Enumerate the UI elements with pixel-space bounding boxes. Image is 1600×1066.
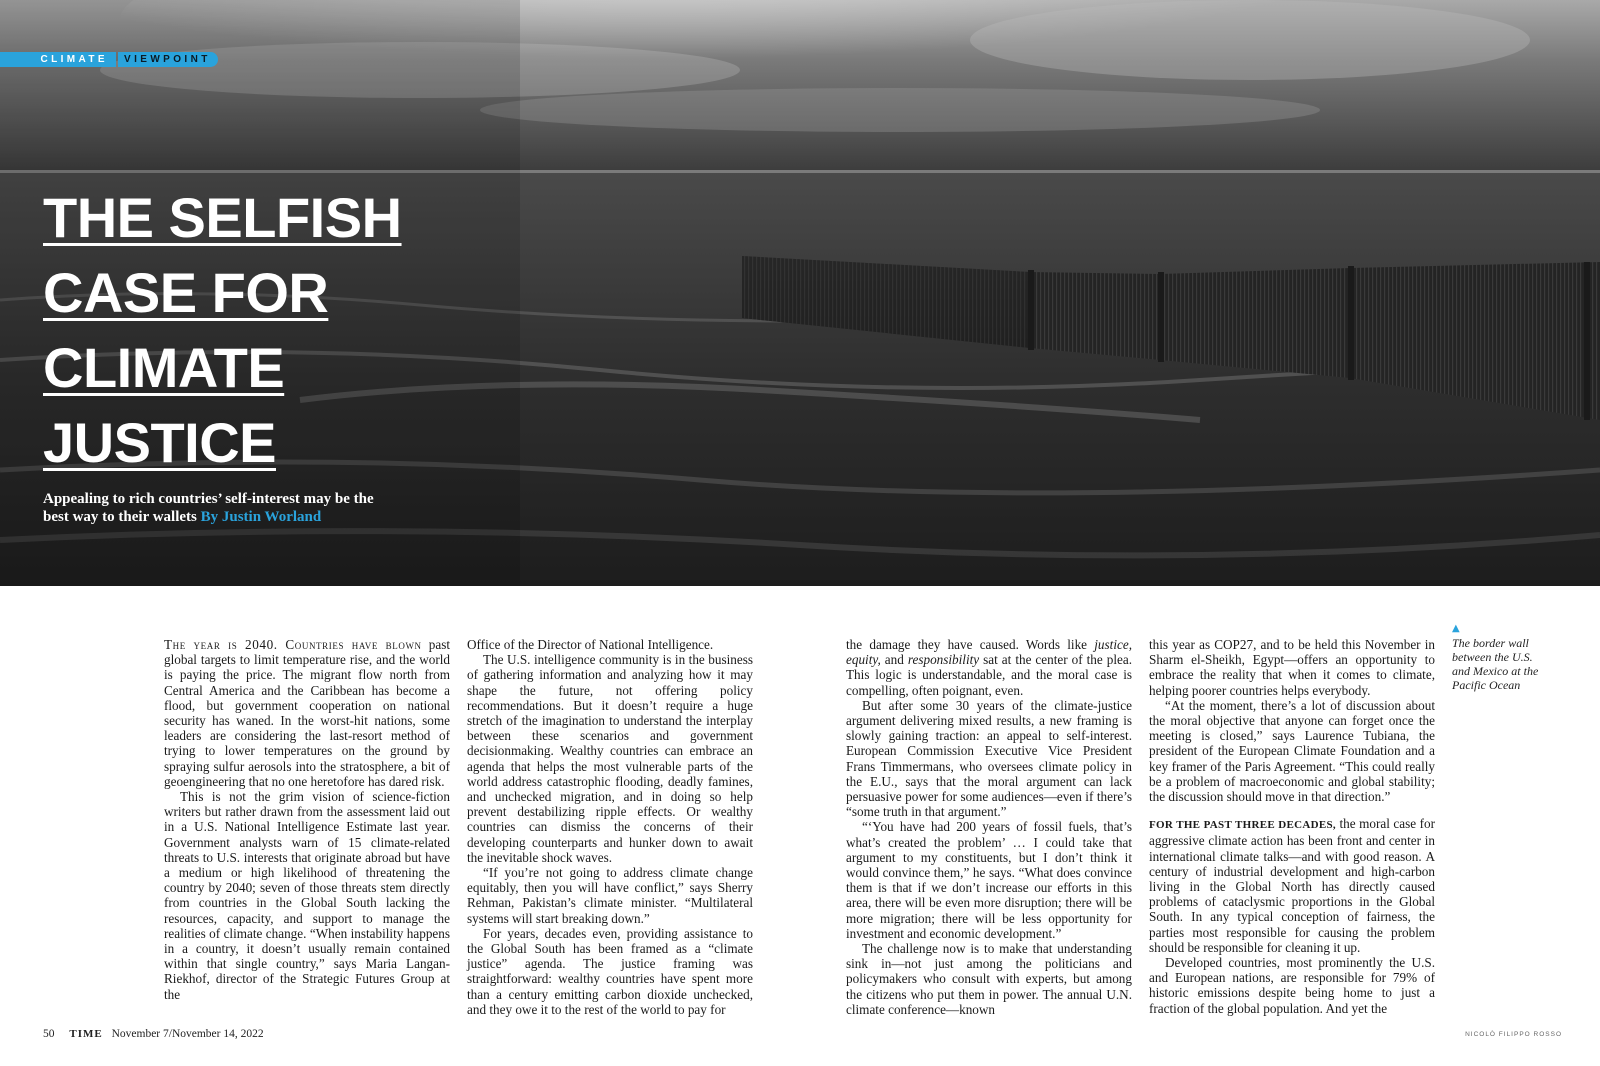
- paragraph: “At the moment, there’s a lot of discussion about the moral objective that anyone can forget once the meeting is closed,” says Laurence Tubiana, the president of the European Climate Foundation and a key framer of the Paris Agreement. “This could really be a problem of macroeconomic and global stability; the discussion should move in that direction.”: [1149, 697, 1435, 805]
- paragraph: [164, 637, 450, 789]
- paragraph: For years, decades even, providing assistance to the Global South has been framed as a “climate justice” agenda. The justice framing was straightforward: wealthy countries have spent more than a century emitting carbon dioxide unchecked, and they owe it to the rest of the world to pay for: [467, 925, 753, 1017]
- paragraph: [1149, 816, 1435, 955]
- section-run-in: FOR THE PAST THREE DECADES,: [1149, 819, 1336, 832]
- byline[interactable]: By Justin Worland: [200, 509, 322, 525]
- caption-text: The border wall between the U.S. and Mexico at the Pacific Ocean: [1452, 636, 1539, 692]
- body-column-3: [846, 637, 1132, 1017]
- paragraph: “If you’re not going to address climate change equitably, then you will have conflict,” says Sherry Rehman, Pakistan’s climate minister. “Multilateral systems will start breaking down.”: [467, 865, 753, 926]
- headline: [43, 180, 402, 480]
- section-tag-viewpoint[interactable]: VIEWPOINT: [118, 52, 218, 67]
- headline-line: JUSTICE: [43, 411, 276, 474]
- paragraph: “‘You have had 200 years of fossil fuels, that’s what’s created the problem’ … I could take that argument to my constituents, but I don’t think it would convince them,” he says. “What does convince them is that if we don’t increase our efforts in this area, there will be even more disruption; there will be more migration; there will be less opportunity for investment and economic development.”: [846, 819, 1132, 941]
- paragraph: The challenge now is to make that understanding sink in—not just among the politicians and policymakers who consult with experts, but among the citizens who put them in power. The annual U.N. climate conference—known: [846, 941, 1132, 1017]
- lead-in: The year is 2040. Countries have blown: [164, 637, 422, 652]
- paragraph: But after some 30 years of the climate-justice argument delivering mixed results, a new framing is slowly gaining traction: an appeal to self-interest. European Commission Executive Vice President Frans Timmermans, who oversees climate policy in the E.U., says that the moral argument can lack persuasive power for some audiences—even if there’s “some truth in that argument.”: [846, 697, 1132, 820]
- body-column-1: [164, 637, 450, 1002]
- issue-date: November 7/November 14, 2022: [111, 1028, 264, 1040]
- photo-credit: NICOLÒ FILIPPO ROSSO: [1465, 1031, 1562, 1038]
- body-column-4: [1149, 637, 1435, 1016]
- paragraph: The U.S. intelligence community is in the business of gathering information and analyzing how it may shape the future, not offering policy recommendations. But it doesn’t require a huge stretch of the imagination to understand the interplay between these scenarios and government decisionmaking. Wealthy countries can embrace an agenda that helps the most vulnerable parts of the world address catastrophic flooding, deadly famines, and unchecked migration, and in doing so help prevent destabilizing ripple effects. Or wealthy countries can dismiss the concerns of their developing counterparts and hunker down to await the inevitable shock waves.: [467, 652, 753, 865]
- paragraph: This is not the grim vision of science-fiction writers but rather drawn from the assessment laid out in a U.S. National Intelligence Estimate last year. Government analysts warn of 15 climate-related threats to U.S. interests that originate abroad but have a medium or high likelihood of threatening the country by 2040; seven of those threats stem directly from countries in the Global South lacking the resources, capacity, and support to manage the realities of climate change. “When instability happens in a country, it doesn’t usually remain contained within that single country,” says Maria Langan-Riekhof, director of the Strategic Futures Group at the: [164, 789, 450, 1002]
- page-number: 50: [43, 1028, 55, 1040]
- headline-line: CASE FOR: [43, 261, 329, 324]
- dek: [43, 490, 403, 526]
- paragraph-text: the damage they have caused. Words like: [846, 637, 1095, 652]
- paragraph-text: the moral case for aggressive climate action has been front and center in international climate talks—and with good reason. A century of industrial development and high-carbon living in the Global North has directly caused problems of cataclysmic proportions in the Global South. In any typical conception of fairness, the parties most responsible for causing the problem should be responsible for cleaning it up.: [1149, 816, 1435, 955]
- caret-up-icon: ▲: [1452, 623, 1460, 634]
- paragraph-text: sat at the center of the plea. This logic is understandable, and the moral case is compelling, often poignant, even.: [846, 652, 1132, 698]
- magazine-name: TIME: [69, 1028, 103, 1040]
- paragraph: this year as COP27, and to be held this November in Sharm el-Sheikh, Egypt—offers an opportunity to embrace the reality that when it comes to climate, helping poorer countries helps everybody.: [1149, 637, 1435, 698]
- paragraph: Office of the Director of National Intelligence.: [467, 637, 714, 652]
- headline-line: THE SELFISH: [43, 186, 402, 249]
- paragraph-text: past global targets to limit temperature rise, and the world is paying the price. The migrant flow north from Central America and the Caribbean has become a flood, but government cooperation on national security has waned. In the worst-hit nations, some leaders are considering the last-resort method of trying to lower temperatures on the ground by spraying sulfur aerosols into the stratosphere, a bit of geoengineering that no one heretofore has dared risk.: [164, 637, 451, 789]
- paragraph: [846, 637, 1132, 698]
- footer: [43, 1028, 264, 1040]
- photo-caption: [1452, 624, 1548, 692]
- paragraph: Developed countries, most prominently the U.S. and European nations, are responsible for 79% of historic emissions despite being home to just a fraction of the global population. And yet the: [1149, 955, 1435, 1016]
- paragraph-emphasis: justice, equity,: [846, 637, 1132, 668]
- dek-text: Appealing to rich countries’ self-interest may be the best way to their wallets: [43, 491, 374, 525]
- section-tag-climate[interactable]: CLIMATE: [0, 52, 116, 67]
- paragraph-text: and: [880, 652, 908, 668]
- paragraph-emphasis: responsibility: [907, 652, 980, 668]
- headline-line: CLIMATE: [43, 336, 285, 399]
- body-column-2: [467, 637, 753, 1017]
